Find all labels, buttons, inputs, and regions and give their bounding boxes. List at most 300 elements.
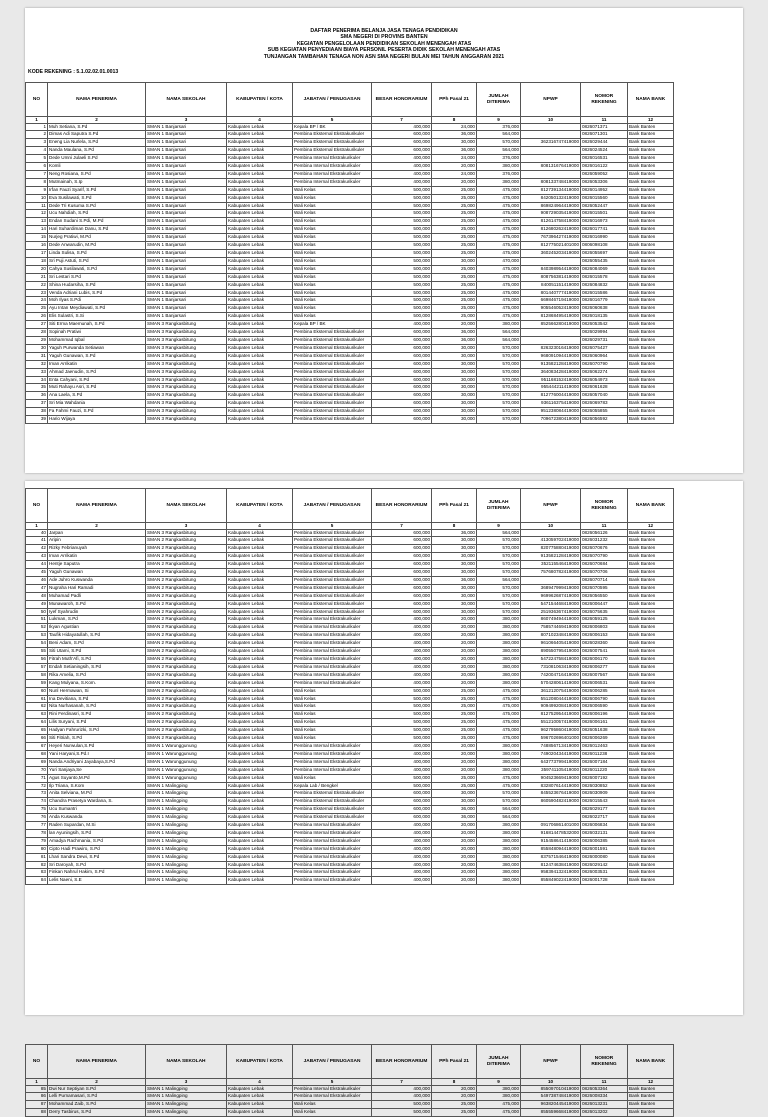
col-jabatan-cell: Pembina Eksternal Ekstrakurikuler xyxy=(293,336,372,344)
col-kabupaten-cell: Kabupaten Lebak xyxy=(227,289,293,297)
col-jumlah-cell: 380,000 xyxy=(477,758,521,766)
col-pph-cell: 20,000 xyxy=(432,640,477,648)
col-rekening-cell: 0826070684 xyxy=(581,561,628,569)
col-npwp-cell: 801440777419000 xyxy=(521,289,581,297)
col-no-cell: 46 xyxy=(26,576,48,584)
header-col-no: NO xyxy=(26,489,48,523)
column-number: 5 xyxy=(293,1079,372,1086)
col-rekening-cell: 0826016990 xyxy=(581,234,628,242)
col-npwp-cell: 547154468419000 xyxy=(521,600,581,608)
col-pph-cell: 30,000 xyxy=(432,368,477,376)
col-jabatan-cell: Pembina Eksternal Ekstrakurikuler xyxy=(293,131,372,139)
col-no-cell: 47 xyxy=(26,584,48,592)
col-pph-cell: 20,000 xyxy=(432,845,477,853)
col-jumlah-cell: 376,000 xyxy=(477,155,521,163)
col-npwp-cell xyxy=(521,147,581,155)
col-honorarium-cell: 400,000 xyxy=(372,845,432,853)
col-pph-cell: 30,000 xyxy=(432,344,477,352)
col-rekening-cell: 0826015543 xyxy=(581,798,628,806)
col-bank-cell: Bank Banten xyxy=(628,553,674,561)
col-kabupaten-cell: Kabupaten Lebak xyxy=(227,1101,293,1109)
col-bank-cell: Bank Banten xyxy=(628,273,674,281)
col-kabupaten-cell: Kabupaten Lebak xyxy=(227,553,293,561)
col-pph-cell: 25,000 xyxy=(432,194,477,202)
col-nama-penerima-cell: Moh Ilyas S.Pdi xyxy=(48,297,146,305)
col-nama-penerima-cell: Kang Mulyana, S.Kom. xyxy=(48,679,146,687)
table-row xyxy=(26,545,674,553)
col-pph-cell: 25,000 xyxy=(432,265,477,273)
col-bank-cell: Bank Banten xyxy=(628,742,674,750)
col-no-cell: 76 xyxy=(26,814,48,822)
col-rekening-cell: 0826001728 xyxy=(581,877,628,885)
col-pph-cell: 30,000 xyxy=(432,360,477,368)
col-honorarium-cell: 500,000 xyxy=(372,1101,432,1109)
col-no-cell: 81 xyxy=(26,853,48,861)
table-row xyxy=(26,400,674,408)
col-kabupaten-cell: Kabupaten Lebak xyxy=(227,711,293,719)
col-bank-cell: Bank Banten xyxy=(628,616,674,624)
col-pph-cell: 25,000 xyxy=(432,782,477,790)
col-jabatan-cell: Pembina Internal Ekstrakurikuler xyxy=(293,163,372,171)
col-npwp-cell xyxy=(521,336,581,344)
col-jabatan-cell: Wali Kelas xyxy=(293,774,372,782)
col-npwp-cell: 643773799419000 xyxy=(521,758,581,766)
col-jumlah-cell: 570,000 xyxy=(477,561,521,569)
col-nama-penerima-cell: Jarpan xyxy=(48,529,146,537)
col-bank-cell: Bank Banten xyxy=(628,234,674,242)
col-pph-cell: 30,000 xyxy=(432,608,477,616)
col-rekening-cell: 0826051638 xyxy=(581,727,628,735)
col-jabatan-cell: Wali Kelas xyxy=(293,711,372,719)
col-jabatan-cell: Wali Kelas xyxy=(293,695,372,703)
col-kabupaten-cell: Kabupaten Lebak xyxy=(227,640,293,648)
col-bank-cell: Bank Banten xyxy=(628,376,674,384)
col-pph-cell: 25,000 xyxy=(432,273,477,281)
col-nama-penerima-cell: Nanda Maulana, S.Pd xyxy=(48,147,146,155)
table-row xyxy=(26,648,674,656)
table-row xyxy=(26,829,674,837)
col-npwp-cell: 812776004419000 xyxy=(521,392,581,400)
col-honorarium-cell: 600,000 xyxy=(372,344,432,352)
col-pph-cell: 30,000 xyxy=(432,392,477,400)
col-rekening-cell: 0826015578 xyxy=(581,273,628,281)
table-row xyxy=(26,782,674,790)
col-jumlah-cell: 380,000 xyxy=(477,632,521,640)
col-rekening-cell: 0826014952 xyxy=(581,186,628,194)
col-npwp-cell: 758574469419000 xyxy=(521,624,581,632)
col-npwp-cell: 549738748419000 xyxy=(521,1093,581,1101)
col-kabupaten-cell: Kabupaten Lebak xyxy=(227,1085,293,1093)
table-header-row xyxy=(26,489,674,523)
col-rekening-cell: 0826071301 xyxy=(581,131,628,139)
col-nama-sekolah-cell: SMAN 1 Malingping xyxy=(146,806,227,814)
table-row xyxy=(26,408,674,416)
col-pph-cell: 25,000 xyxy=(432,186,477,194)
table-row xyxy=(26,584,674,592)
col-kabupaten-cell: Kabupaten Lebak xyxy=(227,758,293,766)
col-honorarium-cell: 400,000 xyxy=(372,671,432,679)
col-jumlah-cell: 376,000 xyxy=(477,170,521,178)
col-nama-sekolah-cell: SMAN 1 Banjarsari xyxy=(146,305,227,313)
col-npwp-cell xyxy=(521,806,581,814)
col-jumlah-cell: 475,000 xyxy=(477,297,521,305)
table-row xyxy=(26,640,674,648)
col-bank-cell: Bank Banten xyxy=(628,1085,674,1093)
col-rekening-cell: 0826013202 xyxy=(581,1109,628,1117)
col-pph-cell: 25,000 xyxy=(432,774,477,782)
col-npwp-cell: 352115546419000 xyxy=(521,561,581,569)
col-jabatan-cell: Pembina Eksternal Ekstrakurikuler xyxy=(293,814,372,822)
col-npwp-cell: 890550795419000 xyxy=(521,648,581,656)
col-npwp-cell xyxy=(521,814,581,822)
col-honorarium-cell: 600,000 xyxy=(372,600,432,608)
col-nama-penerima-cell: Ayu Intan Meydiawati, S.Pd xyxy=(48,305,146,313)
col-no-cell: 53 xyxy=(26,632,48,640)
col-jumlah-cell: 380,000 xyxy=(477,869,521,877)
table-row xyxy=(26,790,674,798)
col-jumlah-cell: 475,000 xyxy=(477,1101,521,1109)
col-bank-cell: Bank Banten xyxy=(628,321,674,329)
col-kabupaten-cell: Kabupaten Lebak xyxy=(227,632,293,640)
col-jabatan-cell: Wali Kelas xyxy=(293,273,372,281)
col-honorarium-cell: 600,000 xyxy=(372,384,432,392)
col-nama-penerima-cell: Ikyan Agustian xyxy=(48,624,146,632)
col-rekening-cell: 0826024524 xyxy=(581,147,628,155)
col-no-cell: 64 xyxy=(26,719,48,727)
col-honorarium-cell: 600,000 xyxy=(372,131,432,139)
col-bank-cell: Bank Banten xyxy=(628,679,674,687)
table-row xyxy=(26,1101,674,1109)
col-pph-cell: 30,000 xyxy=(432,561,477,569)
col-pph-cell: 25,000 xyxy=(432,711,477,719)
col-no-cell: 65 xyxy=(26,727,48,735)
col-honorarium-cell: 500,000 xyxy=(372,735,432,743)
col-npwp-cell: 757680782419000 xyxy=(521,569,581,577)
col-rekening-cell: 0826013231 xyxy=(581,1101,628,1109)
col-no-cell: 29 xyxy=(26,336,48,344)
col-nama-sekolah-cell: SMAN 1 Banjarsari xyxy=(146,281,227,289)
col-rekening-cell: 0826031232 xyxy=(581,537,628,545)
col-honorarium-cell: 500,000 xyxy=(372,711,432,719)
table-row xyxy=(26,822,674,830)
col-kabupaten-cell: Kabupaten Lebak xyxy=(227,608,293,616)
col-jumlah-cell: 475,000 xyxy=(477,186,521,194)
col-npwp-cell: 812739134419000 xyxy=(521,186,581,194)
column-number: 8 xyxy=(432,117,477,124)
header-col-kabupaten: KABUPATEN / KOTA xyxy=(227,489,293,523)
col-no-cell: 54 xyxy=(26,640,48,648)
col-kabupaten-cell: Kabupaten Lebak xyxy=(227,727,293,735)
col-nama-sekolah-cell: SMAN 3 Rangkasbitung xyxy=(146,400,227,408)
col-pph-cell: 30,000 xyxy=(432,537,477,545)
table-row xyxy=(26,679,674,687)
col-honorarium-cell: 500,000 xyxy=(372,202,432,210)
col-no-cell: 87 xyxy=(26,1101,48,1109)
col-nama-sekolah-cell: SMAN 1 Banjarsari xyxy=(146,297,227,305)
col-pph-cell: 20,000 xyxy=(432,861,477,869)
col-bank-cell: Bank Banten xyxy=(628,360,674,368)
col-no-cell: 28 xyxy=(26,329,48,337)
col-jabatan-cell: Pembina Internal Ekstrakurikuler xyxy=(293,869,372,877)
col-honorarium-cell: 400,000 xyxy=(372,155,432,163)
table-row xyxy=(26,155,674,163)
col-rekening-cell: 0826030909 xyxy=(581,790,628,798)
col-npwp-cell: 812614758419000 xyxy=(521,218,581,226)
col-npwp-cell: 837571546419000 xyxy=(521,853,581,861)
col-npwp-cell: 812680262419000 xyxy=(521,226,581,234)
col-npwp-cell: 808133748419000 xyxy=(521,178,581,186)
col-pph-cell: 25,000 xyxy=(432,218,477,226)
col-npwp-cell: 807102348419000 xyxy=(521,632,581,640)
col-jumlah-cell: 475,000 xyxy=(477,281,521,289)
column-number: 1 xyxy=(26,1079,48,1086)
col-pph-cell: 36,000 xyxy=(432,131,477,139)
header-col-bank: NAMA BANK xyxy=(628,489,674,523)
col-npwp-cell: 860749494419000 xyxy=(521,616,581,624)
col-jabatan-cell: Wali Kelas xyxy=(293,1109,372,1117)
col-nama-penerima-cell: Iyef Syahrudin xyxy=(48,608,146,616)
col-nama-sekolah-cell: SMAN 2 Rangkasbitung xyxy=(146,679,227,687)
col-npwp-cell: 731081063419000 xyxy=(521,663,581,671)
col-nama-penerima-cell: Lukman, S.Pd xyxy=(48,616,146,624)
col-bank-cell: Bank Banten xyxy=(628,336,674,344)
col-pph-cell: 25,000 xyxy=(432,234,477,242)
col-no-cell: 24 xyxy=(26,297,48,305)
table-row xyxy=(26,147,674,155)
col-no-cell: 59 xyxy=(26,679,48,687)
col-pph-cell: 20,000 xyxy=(432,679,477,687)
header-col-pph: PPh Pasal 21 xyxy=(432,489,477,523)
col-no-cell: 66 xyxy=(26,735,48,743)
col-jumlah-cell: 380,000 xyxy=(477,679,521,687)
col-pph-cell: 20,000 xyxy=(432,877,477,885)
col-jabatan-cell: Kepala Lab / Bengkel xyxy=(293,782,372,790)
col-kabupaten-cell: Kabupaten Lebak xyxy=(227,392,293,400)
col-nama-penerima-cell: Ucu Nahdiah, S.Pd xyxy=(48,210,146,218)
col-pph-cell: 20,000 xyxy=(432,1093,477,1101)
col-no-cell: 20 xyxy=(26,265,48,273)
col-nama-sekolah-cell: SMAN 3 Rangkasbitung xyxy=(146,408,227,416)
col-npwp-cell: 913582128419000 xyxy=(521,553,581,561)
table-row xyxy=(26,218,674,226)
col-kabupaten-cell: Kabupaten Lebak xyxy=(227,624,293,632)
col-npwp-cell: 908729035419000 xyxy=(521,210,581,218)
col-pph-cell: 20,000 xyxy=(432,163,477,171)
col-pph-cell: 30,000 xyxy=(432,600,477,608)
col-kabupaten-cell: Kabupaten Lebak xyxy=(227,774,293,782)
col-rekening-cell: 0826000080 xyxy=(581,853,628,861)
col-rekening-cell: 0826060638 xyxy=(581,305,628,313)
col-bank-cell: Bank Banten xyxy=(628,703,674,711)
col-jumlah-cell: 380,000 xyxy=(477,321,521,329)
col-bank-cell: Bank Banten xyxy=(628,344,674,352)
col-pph-cell: 25,000 xyxy=(432,226,477,234)
col-kabupaten-cell: Kabupaten Lebak xyxy=(227,368,293,376)
col-nama-penerima-cell: Dede Anwarudin, M.Pd xyxy=(48,242,146,250)
col-rekening-cell: 0826028360 xyxy=(581,640,628,648)
col-nama-sekolah-cell: SMAN 1 Banjarsari xyxy=(146,250,227,258)
col-nama-penerima-cell: Anita Selviana, M.Pd xyxy=(48,790,146,798)
table-row xyxy=(26,703,674,711)
col-npwp-cell: 361212075419000 xyxy=(521,687,581,695)
col-jabatan-cell: Wali Kelas xyxy=(293,218,372,226)
col-rekening-cell: 0826059125 xyxy=(581,616,628,624)
col-bank-cell: Bank Banten xyxy=(628,257,674,265)
col-bank-cell: Bank Banten xyxy=(628,178,674,186)
col-jabatan-cell: Pembina Eksternal Ekstrakurikuler xyxy=(293,529,372,537)
col-jumlah-cell: 475,000 xyxy=(477,218,521,226)
col-pph-cell: 25,000 xyxy=(432,297,477,305)
col-jumlah-cell: 570,000 xyxy=(477,537,521,545)
column-number: 3 xyxy=(146,523,227,530)
col-kabupaten-cell: Kabupaten Lebak xyxy=(227,1109,293,1117)
col-kabupaten-cell: Kabupaten Lebak xyxy=(227,529,293,537)
col-honorarium-cell: 400,000 xyxy=(372,640,432,648)
col-no-cell: 32 xyxy=(26,360,48,368)
col-nama-sekolah-cell: SMAN 1 Malingping xyxy=(146,814,227,822)
col-nama-sekolah-cell: SMAN 1 Malingping xyxy=(146,798,227,806)
col-npwp-cell: 551208044419000 xyxy=(521,695,581,703)
col-kabupaten-cell: Kabupaten Lebak xyxy=(227,845,293,853)
col-honorarium-cell: 500,000 xyxy=(372,273,432,281)
col-jabatan-cell: Pembina Internal Ekstrakurikuler xyxy=(293,616,372,624)
table-row xyxy=(26,529,674,537)
col-nama-penerima-cell: Dede Umni Julaeli S.Pd xyxy=(48,155,146,163)
col-no-cell: 62 xyxy=(26,703,48,711)
col-nama-penerima-cell: Lelli Purnamasari, S.Pd xyxy=(48,1093,146,1101)
table-row xyxy=(26,766,674,774)
col-jumlah-cell: 570,000 xyxy=(477,400,521,408)
col-npwp-cell: 749020434419000 xyxy=(521,750,581,758)
col-nama-penerima-cell: Ade Juhro Kuswanda xyxy=(48,576,146,584)
col-jabatan-cell: Pembina Eksternal Ekstrakurikuler xyxy=(293,608,372,616)
col-npwp-cell: 547224758419000 xyxy=(521,656,581,664)
col-rekening-cell: 0826056126 xyxy=(581,529,628,537)
column-number: 1 xyxy=(26,117,48,124)
col-bank-cell: Bank Banten xyxy=(628,837,674,845)
header-col-nama-sekolah: NAMA SEKOLAH xyxy=(146,1045,227,1079)
col-pph-cell: 25,000 xyxy=(432,1109,477,1117)
col-kabupaten-cell: Kabupaten Lebak xyxy=(227,822,293,830)
col-honorarium-cell: 400,000 xyxy=(372,869,432,877)
col-nama-sekolah-cell: SMAN 1 Banjarsari xyxy=(146,257,227,265)
col-nama-penerima-cell: Yuri Sanjaya,Se xyxy=(48,766,146,774)
col-bank-cell: Bank Banten xyxy=(628,608,674,616)
col-nama-penerima-cell: Neng Rosiana, S.Pd xyxy=(48,170,146,178)
col-no-cell: 18 xyxy=(26,257,48,265)
col-honorarium-cell: 400,000 xyxy=(372,1093,432,1101)
col-rekening-cell: 0826075635 xyxy=(581,608,628,616)
col-no-cell: 63 xyxy=(26,711,48,719)
document-title xyxy=(25,28,743,60)
col-bank-cell: Bank Banten xyxy=(628,384,674,392)
col-pph-cell: 36,000 xyxy=(432,336,477,344)
column-number: 12 xyxy=(628,117,674,124)
col-nama-sekolah-cell: SMAN 2 Rangkasbitung xyxy=(146,735,227,743)
col-bank-cell: Bank Banten xyxy=(628,829,674,837)
table-row xyxy=(26,632,674,640)
header-col-rekening: NOMOR REKENING xyxy=(581,1045,628,1079)
col-npwp-cell: 669846719419000 xyxy=(521,297,581,305)
col-rekening-cell: 0826053306 xyxy=(581,178,628,186)
col-no-cell: 67 xyxy=(26,742,48,750)
table-row xyxy=(26,139,674,147)
col-npwp-cell: 936116375419000 xyxy=(521,400,581,408)
col-rekening-cell: 0826003531 xyxy=(581,869,628,877)
table-row xyxy=(26,281,674,289)
col-nama-sekolah-cell: SMAN 3 Rangkasbitung xyxy=(146,344,227,352)
col-pph-cell: 25,000 xyxy=(432,250,477,258)
col-jumlah-cell: 380,000 xyxy=(477,861,521,869)
table-row xyxy=(26,163,674,171)
col-jumlah-cell: 380,000 xyxy=(477,648,521,656)
col-pph-cell: 25,000 xyxy=(432,210,477,218)
col-jumlah-cell: 475,000 xyxy=(477,774,521,782)
col-jabatan-cell: Wali Kelas xyxy=(293,226,372,234)
col-no-cell: 14 xyxy=(26,226,48,234)
col-pph-cell: 25,000 xyxy=(432,703,477,711)
table-row xyxy=(26,178,674,186)
col-jabatan-cell: Pembina Internal Ekstrakurikuler xyxy=(293,170,372,178)
col-pph-cell: 24,000 xyxy=(432,123,477,131)
col-honorarium-cell: 600,000 xyxy=(372,329,432,337)
header-col-npwp: NPWP xyxy=(521,489,581,523)
col-nama-penerima-cell: Dede Tri Kusuma S.Pd xyxy=(48,202,146,210)
col-jumlah-cell: 564,000 xyxy=(477,147,521,155)
col-kabupaten-cell: Kabupaten Lebak xyxy=(227,408,293,416)
col-bank-cell: Bank Banten xyxy=(628,798,674,806)
col-nama-sekolah-cell: SMAN 1 Banjarsari xyxy=(146,163,227,171)
col-nama-sekolah-cell: SMAN 1 Malingping xyxy=(146,790,227,798)
col-pph-cell: 30,000 xyxy=(432,376,477,384)
col-nama-sekolah-cell: SMAN 2 Rangkasbitung xyxy=(146,703,227,711)
col-no-cell: 40 xyxy=(26,529,48,537)
col-honorarium-cell: 500,000 xyxy=(372,782,432,790)
col-kabupaten-cell: Kabupaten Lebak xyxy=(227,600,293,608)
col-no-cell: 31 xyxy=(26,352,48,360)
col-nama-sekolah-cell: SMAN 1 Banjarsari xyxy=(146,131,227,139)
col-npwp-cell: 961066405419000 xyxy=(521,640,581,648)
header-col-npwp: NPWP xyxy=(521,83,581,117)
col-no-cell: 55 xyxy=(26,648,48,656)
col-rekening-cell: 0826006590 xyxy=(581,703,628,711)
col-nama-sekolah-cell: SMAN 2 Rangkasbitung xyxy=(146,640,227,648)
col-honorarium-cell: 400,000 xyxy=(372,750,432,758)
col-nama-sekolah-cell: SMAN 2 Rangkasbitung xyxy=(146,600,227,608)
col-jumlah-cell: 570,000 xyxy=(477,368,521,376)
col-kabupaten-cell: Kabupaten Lebak xyxy=(227,853,293,861)
col-npwp-cell: 596702696401000 xyxy=(521,735,581,743)
table-row xyxy=(26,616,674,624)
col-jabatan-cell: Pembina Internal Ekstrakurikuler xyxy=(293,624,372,632)
col-nama-penerima-cell: Lhari Sandra Dewi, S.Pd xyxy=(48,853,146,861)
col-npwp-cell: 955444211419000 xyxy=(521,384,581,392)
col-honorarium-cell: 500,000 xyxy=(372,257,432,265)
col-jumlah-cell: 564,000 xyxy=(477,131,521,139)
col-honorarium-cell: 500,000 xyxy=(372,194,432,202)
col-jumlah-cell: 564,000 xyxy=(477,814,521,822)
col-jabatan-cell: Wali Kelas xyxy=(293,210,372,218)
col-nama-penerima-cell: Enta Cahyani, S.Pd xyxy=(48,376,146,384)
col-jabatan-cell: Wali Kelas xyxy=(293,234,372,242)
col-no-cell: 43 xyxy=(26,553,48,561)
col-honorarium-cell: 600,000 xyxy=(372,529,432,537)
col-jabatan-cell: Pembina Eksternal Ekstrakurikuler xyxy=(293,344,372,352)
col-nama-sekolah-cell: SMAN 3 Rangkasbitung xyxy=(146,360,227,368)
col-rekening-cell: 0826006170 xyxy=(581,656,628,664)
col-rekening-cell: 0826030852 xyxy=(581,782,628,790)
col-npwp-cell: 969962687419000 xyxy=(521,592,581,600)
